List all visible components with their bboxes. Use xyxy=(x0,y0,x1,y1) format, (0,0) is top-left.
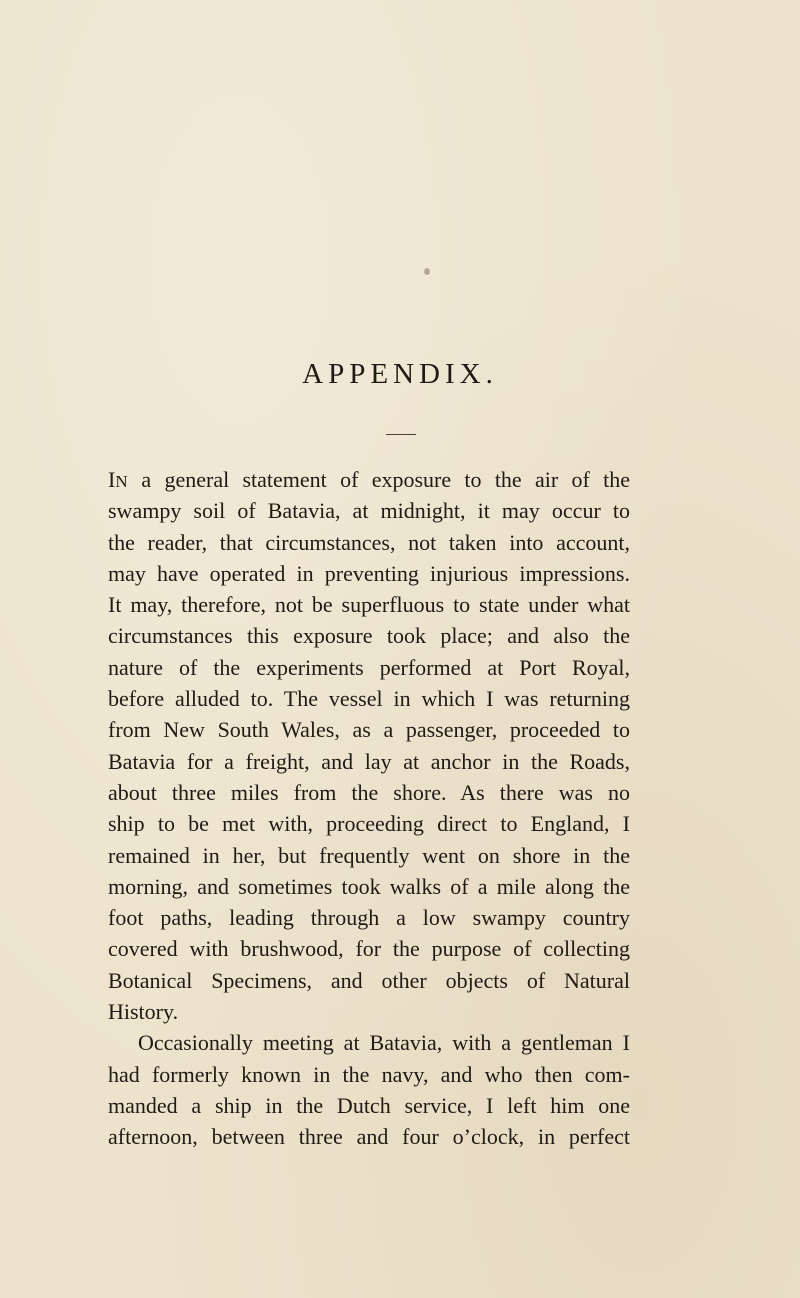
text-line: afternoon, between three and four o’clock, in perfect xyxy=(108,1124,630,1150)
text-line: may have operated in preventing injurious impressions. xyxy=(108,560,630,586)
first-line-text: a general statement of exposure to the air of the xyxy=(128,467,630,492)
paper-speck xyxy=(424,268,430,275)
body-text xyxy=(108,464,630,1153)
text-line: Batavia for a freight, and lay at anchor in the Roads, xyxy=(108,748,630,774)
text-line: before alluded to. The vessel in which I was returning xyxy=(108,686,630,712)
drop-initial: I xyxy=(108,467,116,492)
text-line: nature of the experiments performed at Port Royal, xyxy=(108,654,630,680)
text-line: covered with brushwood, for the purpose of collecting xyxy=(108,936,630,962)
text-line: ship to be met with, proceeding direct to England, I xyxy=(108,811,630,837)
text-line: the reader, that circumstances, not taken into account, xyxy=(108,529,630,555)
text-line: morning, and sometimes took walks of a mile along the xyxy=(108,873,630,899)
title-rule xyxy=(386,434,416,435)
small-caps-initial: N xyxy=(115,472,129,491)
text-line: It may, therefore, not be superfluous to state under what xyxy=(108,592,630,618)
paragraph-2-line-1: Occasionally meeting at Batavia, with a gentleman I xyxy=(138,1030,630,1056)
text-line: manded a ship in the Dutch service, I left him one xyxy=(108,1092,630,1118)
text-line: History. xyxy=(108,999,179,1025)
text-line: circumstances this exposure took place; and also the xyxy=(108,623,630,649)
text-line: swampy soil of Batavia, at midnight, it may occur to xyxy=(108,498,630,524)
text-line: foot paths, leading through a low swampy country xyxy=(108,905,630,931)
text-line: from New South Wales, as a passenger, proceeded to xyxy=(108,717,630,743)
text-line: Botanical Specimens, and other objects of Natural xyxy=(108,967,630,993)
text-line: remained in her, but frequently went on shore in the xyxy=(108,842,630,868)
page-title: APPENDIX. xyxy=(302,358,498,390)
text-line: had formerly known in the navy, and who then com- xyxy=(108,1061,630,1087)
text-line: about three miles from the shore. As there was no xyxy=(108,779,630,805)
paragraph-1-line-1 xyxy=(108,464,630,495)
